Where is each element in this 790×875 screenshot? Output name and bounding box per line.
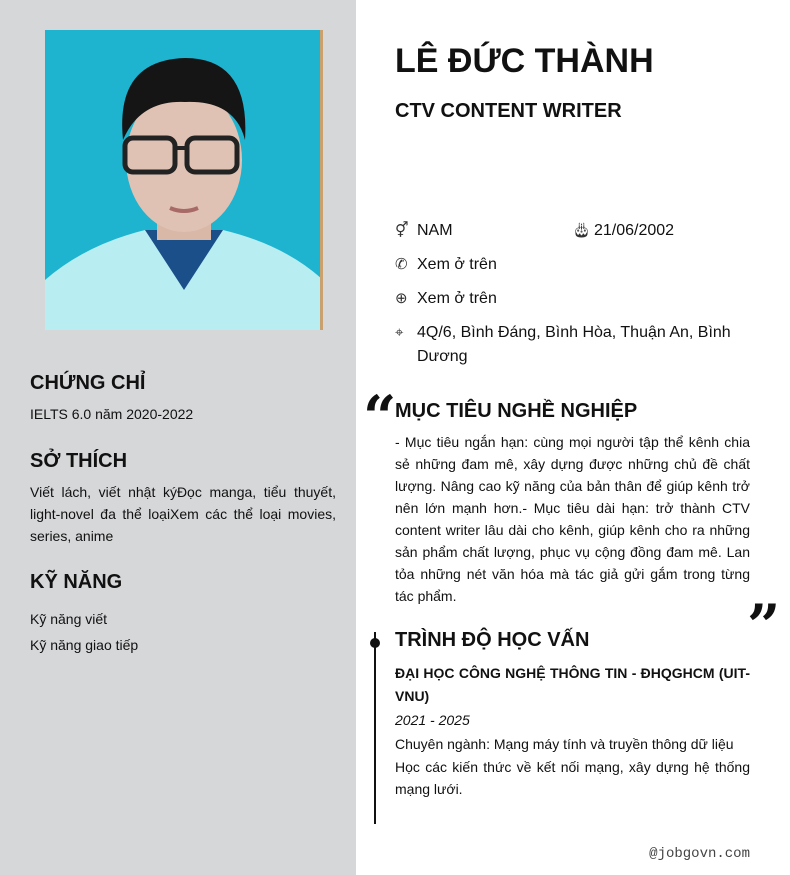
certificates-text: IELTS 6.0 năm 2020-2022 xyxy=(30,406,194,422)
open-quote-icon: “ xyxy=(363,383,397,451)
skill-item: Kỹ năng giao tiếp xyxy=(30,637,139,653)
candidate-role: CTV CONTENT WRITER xyxy=(395,100,622,122)
phone-row xyxy=(395,253,497,277)
timeline-dot xyxy=(370,638,380,648)
globe-icon: ⊕ xyxy=(395,290,408,307)
close-quote-icon: ” xyxy=(747,592,781,660)
education-period: 2021 - 2025 xyxy=(395,712,470,728)
certificates-section xyxy=(30,372,336,425)
education-major: Chuyên ngành: Mạng máy tính và truyền thông dữ liệu xyxy=(395,736,734,752)
profile-photo xyxy=(45,30,323,330)
gender-row xyxy=(395,219,453,243)
address-value: 4Q/6, Bình Đáng, Bình Hòa, Thuận An, Bình Dương xyxy=(417,324,731,365)
gender-value: NAM xyxy=(417,222,453,239)
education-heading: TRÌNH ĐỘ HỌC VẤN xyxy=(395,629,590,651)
address-row xyxy=(395,321,735,369)
education-section xyxy=(395,629,750,800)
candidate-name: LÊ ĐỨC THÀNH xyxy=(395,42,654,80)
skills-section xyxy=(30,571,336,658)
objective-text: - Mục tiêu ngắn hạn: cùng mọi người tập thể kênh chia sẻ những đam mê, xây dựng được những chủ đề chất lượng. Nâng cao kỹ năng của bản thân để giúp kênh trở nên lớn mạnh hơn.- Mục tiêu dài hạn: trở thành CTV content writer lâu dài cho kênh, giúp kênh cho ra những sản phẩm chất lượng, phục vụ cộng đồng đam mê. Lan tỏa những nét văn hóa mà tác giả gửi gắm trong từng tác phẩm. xyxy=(395,434,750,604)
timeline-line xyxy=(374,632,376,824)
hobbies-text: Viết lách, viết nhật kýĐọc manga, tiểu thuyết, light-novel đa thể loạiXem các thể loại movies, series, anime xyxy=(30,484,336,544)
gender-icon: ⚥ xyxy=(395,222,409,239)
cake-icon: 🎂︎ xyxy=(572,222,592,239)
objective-heading: MỤC TIÊU NGHỀ NGHIỆP xyxy=(395,400,638,422)
certificates-heading: CHỨNG CHỈ xyxy=(30,372,146,394)
phone-icon: ✆ xyxy=(395,256,408,273)
location-pin-icon: ⌖ xyxy=(395,324,404,341)
hobbies-section xyxy=(30,450,336,547)
footer-watermark: @jobgovn.com xyxy=(649,846,750,862)
hobbies-heading: SỞ THÍCH xyxy=(30,450,128,472)
skills-heading: KỸ NĂNG xyxy=(30,571,123,593)
skill-item: Kỹ năng viết xyxy=(30,611,108,627)
website-value: Xem ở trên xyxy=(417,290,497,307)
education-description: Học các kiến thức về kết nối mạng, xây dựng hệ thống mạng lưới. xyxy=(395,759,750,797)
birthday-value: 21/06/2002 xyxy=(594,222,675,239)
school-name: ĐẠI HỌC CÔNG NGHỆ THÔNG TIN - ĐHQGHCM (UIT-VNU) xyxy=(395,665,750,704)
phone-value: Xem ở trên xyxy=(417,256,497,273)
objective-section xyxy=(395,400,750,607)
birthday-row xyxy=(572,219,674,243)
website-row xyxy=(395,287,497,311)
